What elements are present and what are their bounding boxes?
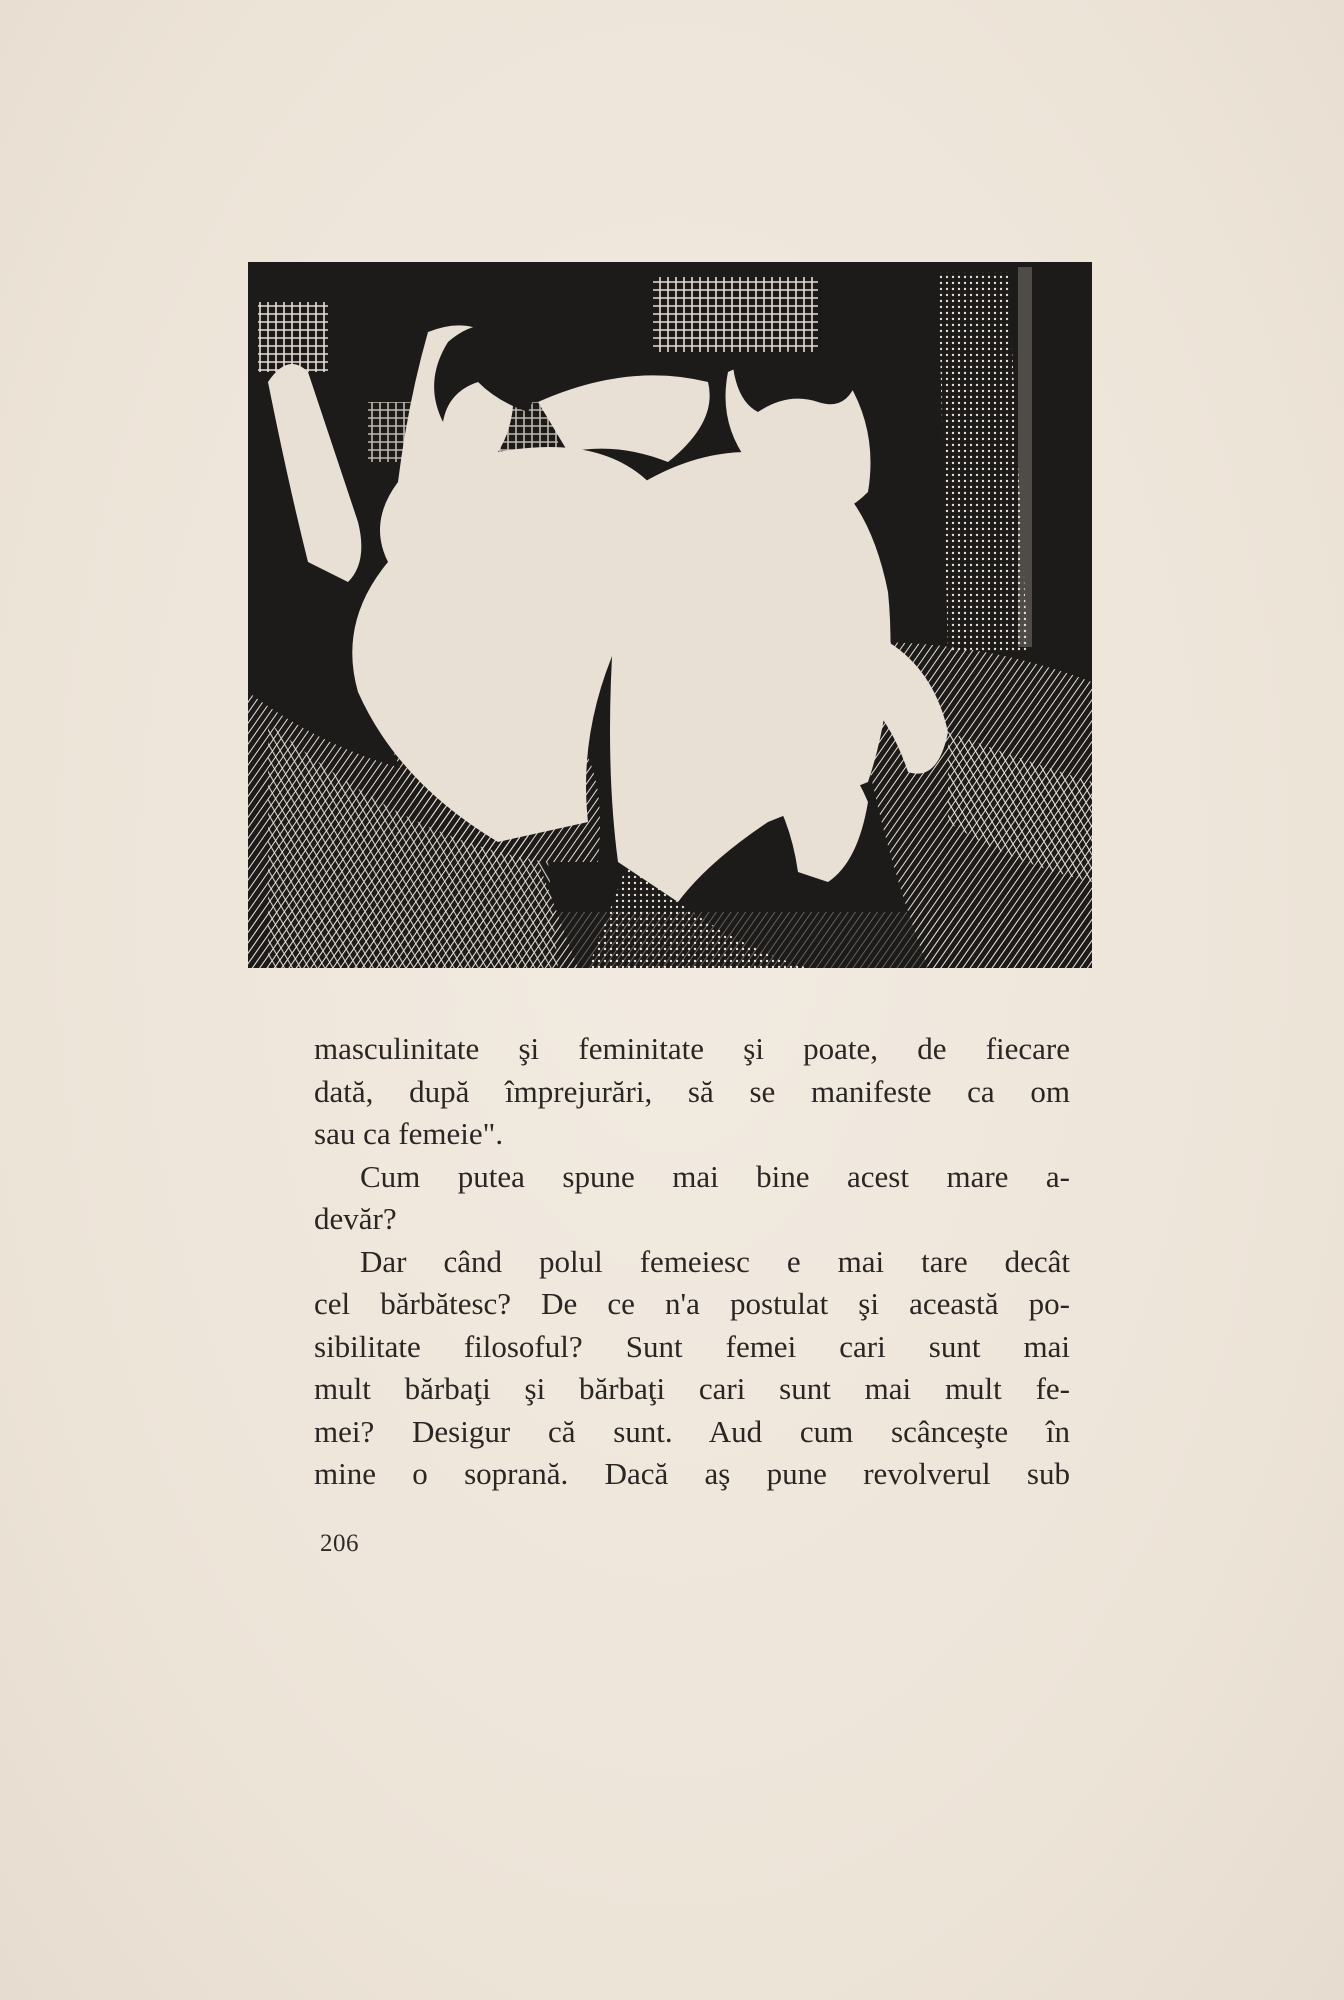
text-line: mei? Desigur că sunt. Aud cum scânceşte în: [314, 1413, 1070, 1449]
woodcut-illustration-icon: [248, 262, 1092, 968]
text-line: mine o soprană. Dacă aş pune revolverul sub: [314, 1456, 1070, 1491]
text-line: cel bărbătesc? De ce n'a postulat şi această po-: [314, 1286, 1070, 1321]
woodcut-illustration: [248, 262, 1092, 968]
text-line: mult bărbaţi şi bărbaţi cari sunt mai mult fe-: [314, 1371, 1070, 1406]
body-text: [314, 1028, 1070, 1496]
text-line: sau ca femeie".: [314, 1116, 504, 1151]
text-line: devăr?: [314, 1201, 397, 1236]
page-number: 206: [320, 1530, 359, 1557]
text-line: sibilitate filosoful? Sunt femei cari sunt mai: [314, 1328, 1070, 1364]
text-line: Dar când polul femeiesc e mai tare decât: [360, 1243, 1070, 1279]
text-line: dată, după împrejurări, să se manifeste ca om: [314, 1073, 1070, 1109]
text-line: masculinitate şi feminitate şi poate, de fiecare: [314, 1031, 1070, 1066]
text-line: Cum putea spune mai bine acest mare a-: [360, 1158, 1070, 1194]
